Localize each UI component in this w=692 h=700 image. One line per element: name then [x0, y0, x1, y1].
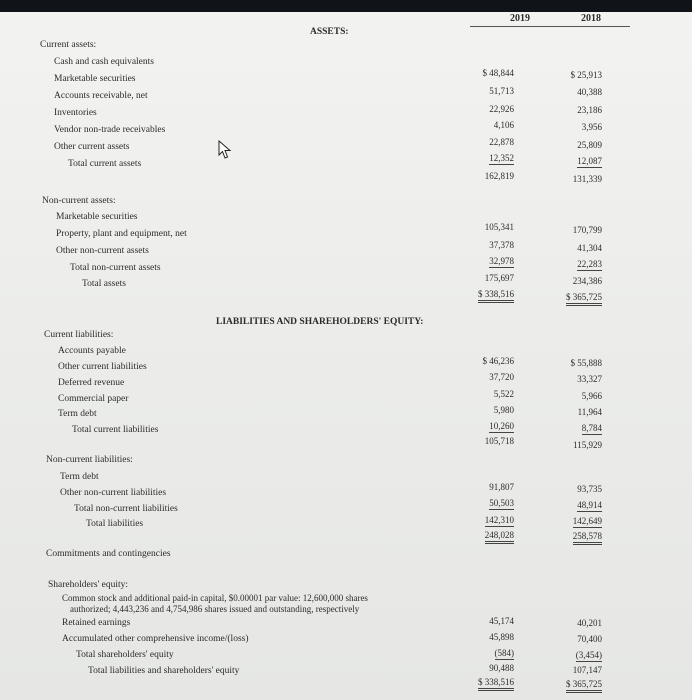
total-2019: 105,718	[484, 436, 514, 446]
value-2018: 40,201	[577, 618, 602, 628]
value-2019: 50,503	[489, 498, 514, 508]
total-2019: 175,697	[484, 273, 514, 283]
current-assets-label: Current assets:	[40, 40, 97, 50]
total-assets-2019: $ 338,516	[478, 289, 514, 303]
total-label: Total assets	[82, 279, 126, 289]
stock-desc-line1: Common stock and additional paid-in capital, $0.00001 par value: 12,600,000 shares	[62, 593, 368, 603]
total-2019: 90,488	[489, 663, 514, 673]
value-2018: 41,304	[577, 243, 602, 253]
value-2018: 8,784	[581, 423, 602, 433]
row-label: Cash and cash equivalents	[54, 57, 154, 67]
total-liabilities-2018: 258,578	[573, 531, 602, 545]
row-label: Accounts receivable, net	[54, 91, 148, 101]
value-2019: 37,378	[489, 240, 514, 250]
row-label: Other non-current assets	[56, 246, 149, 256]
value-2019: 22,926	[489, 104, 514, 114]
total-label: Total liabilities	[86, 519, 144, 529]
value-2019: 5,522	[493, 389, 514, 399]
total-2019: 142,310	[484, 515, 514, 525]
row-label: Accumulated other comprehensive income/(loss)	[62, 634, 249, 644]
value-2019: 45,174	[489, 616, 514, 626]
total-le-2018: $ 365,725	[566, 679, 602, 693]
total-label: Total current liabilities	[72, 425, 159, 435]
noncurrent-liabilities-label: Non-current liabilities:	[46, 455, 133, 465]
value-2018: 5,966	[581, 391, 602, 401]
row-label: Inventories	[54, 108, 97, 118]
assets-title: ASSETS:	[310, 27, 349, 37]
total-2018: 234,386	[572, 276, 602, 286]
value-2019: 22,878	[489, 137, 514, 147]
value-2018: 93,735	[577, 484, 602, 494]
value-2019: $ 48,844	[482, 68, 514, 78]
total-2018: 131,339	[572, 174, 602, 184]
total-liabilities-2019: 248,028	[485, 530, 514, 544]
value-2018: 12,087	[577, 156, 602, 166]
row-label: Deferred revenue	[58, 378, 125, 388]
value-2019: 12,352	[489, 153, 514, 163]
value-2018: 40,388	[577, 87, 602, 97]
value-2018: 23,186	[577, 105, 602, 115]
row-label: Commercial paper	[58, 394, 129, 404]
row-label: Property, plant and equipment, net	[56, 229, 187, 239]
value-2018: (3,454)	[575, 650, 602, 660]
value-2019: 37,720	[489, 372, 514, 382]
value-2018: 48,914	[577, 500, 602, 510]
value-2019: 51,713	[489, 86, 514, 96]
value-2018: $ 25,913	[570, 70, 602, 80]
value-2019: 91,807	[489, 482, 514, 492]
header-2018: 2018	[581, 13, 601, 24]
liabilities-title: LIABILITIES AND SHAREHOLDERS' EQUITY:	[216, 317, 424, 327]
window-top-edge	[0, 0, 692, 12]
row-label: Accounts payable	[58, 346, 126, 356]
total-le-2019: $ 338,516	[478, 677, 514, 691]
value-2019: $ 46,236	[482, 356, 514, 366]
total-label: Total liabilities and shareholders' equity	[88, 666, 240, 676]
row-label: Marketable securities	[56, 212, 138, 222]
value-2019: 5,980	[493, 405, 514, 415]
total-2018: 107,147	[572, 665, 602, 675]
value-2019: 105,341	[484, 222, 514, 232]
value-2018: 22,283	[577, 259, 602, 269]
value-2019: 4,106	[493, 120, 514, 130]
noncurrent-assets-label: Non-current assets:	[42, 196, 116, 206]
total-label: Total non-current liabilities	[74, 504, 178, 514]
stock-desc-line2: authorized; 4,443,236 and 4,754,986 shares issued and outstanding, respectively	[70, 604, 360, 614]
current-liabilities-label: Current liabilities:	[44, 330, 114, 340]
value-2018: 3,956	[581, 122, 602, 132]
value-2018: 25,809	[577, 140, 602, 150]
value-2018: 33,327	[577, 374, 602, 384]
total-2018: 142,649	[572, 516, 602, 526]
equity-label: Shareholders' equity:	[48, 580, 129, 590]
row-label: Retained earnings	[62, 618, 131, 628]
total-label: Total shareholders' equity	[76, 650, 174, 660]
value-2019: 32,978	[489, 256, 514, 266]
row-label: Vendor non-trade receivables	[54, 125, 166, 135]
row-label: Marketable securities	[54, 74, 136, 84]
value-2018: 11,964	[577, 407, 602, 417]
value-2019: (584)	[494, 648, 514, 658]
total-label: Total current assets	[68, 159, 142, 169]
total-2019: 162,819	[484, 171, 514, 181]
row-label: Term debt	[58, 409, 97, 419]
value-2018: $ 55,888	[570, 358, 602, 368]
row-label: Term debt	[60, 472, 99, 482]
value-2019: 45,898	[489, 632, 514, 642]
total-label: Total non-current assets	[70, 263, 161, 273]
row-label: Other current assets	[54, 142, 130, 152]
row-label: Other current liabilities	[58, 362, 147, 372]
header-rule	[470, 26, 630, 27]
mouse-cursor-icon	[217, 140, 233, 160]
header-2019: 2019	[510, 13, 530, 24]
value-2018: 170,799	[572, 225, 602, 235]
value-2019: 10,260	[489, 421, 514, 431]
row-label: Other non-current liabilities	[60, 488, 167, 498]
total-2018: 115,929	[573, 440, 602, 450]
value-2018: 70,400	[577, 634, 602, 644]
commitments-label: Commitments and contingencies	[46, 549, 171, 559]
total-assets-2018: $ 365,725	[566, 292, 602, 306]
